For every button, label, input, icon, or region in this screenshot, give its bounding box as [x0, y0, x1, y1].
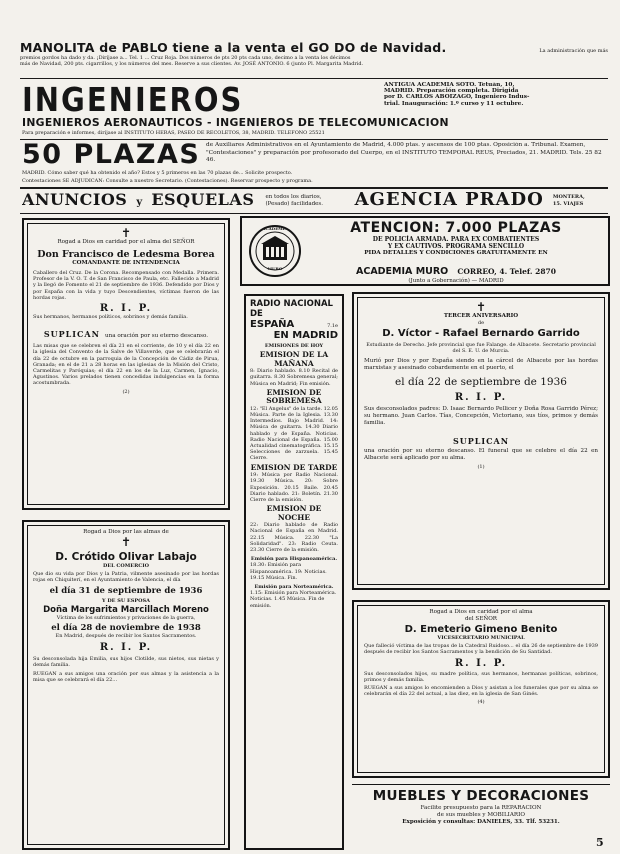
- page-number: 5: [596, 836, 604, 849]
- obit2-body2: Víctima de los sufrimientos y privaciones de la guerra,: [56, 614, 196, 621]
- agency-esquelas: ESQUELAS: [151, 190, 255, 209]
- robit1-footer: (1): [477, 463, 485, 470]
- robit2-intro: Rogad a Dios en caridad por el alma: [429, 609, 533, 615]
- obit2-family: Su desconsolada hija Emilia, sus hijos Clotilde, sus nietos, sus nietas y demás familia.: [33, 656, 219, 669]
- obit2-wife: Y DE SU ESPOSA: [102, 597, 150, 604]
- left-obituary-1: [22, 218, 230, 510]
- obit2-intro: Rogad a Dios por las almas de: [83, 529, 169, 535]
- obit2-name2: Doña Margarita Marcillach Moreno: [43, 604, 209, 615]
- radio-title4: EN MADRID: [273, 330, 338, 341]
- right-obituary-1: [352, 292, 610, 590]
- obit1-rip: R. I. P.: [99, 303, 153, 315]
- obit2-body3: En Madrid, después de recibir los Santos Sacramentos.: [55, 633, 197, 640]
- furniture-line2: de sus muebles y MOBILIARIO: [437, 812, 525, 818]
- robit1-rip: R. I. P.: [454, 391, 508, 403]
- obit1-ask-b: una oración por su eterno descanso.: [105, 333, 209, 340]
- radio-title3: ESPAÑA: [250, 319, 295, 330]
- furniture-line3: Exposición y consultas: DANIELES, 33. Tlf. 53231.: [402, 819, 560, 825]
- radio-schedule: [244, 294, 344, 850]
- robit2-footer: (4): [477, 699, 485, 706]
- robit2-intro2: del SEÑOR: [464, 616, 498, 622]
- recruit-academy: ACADEMIA MURO: [356, 266, 449, 277]
- robit1-body: Estudiante de Derecho. Jefe provincial que fue Falange. de Albacete. Secretario provincial del S. E. U. de Murcia.: [366, 342, 596, 355]
- obit2-date2: el día 28 de noviembre de 1938: [51, 623, 201, 634]
- robit1-ask-a: SUPLICAN: [452, 435, 510, 446]
- recruit-contact2: (Junto a Gobernación) — MADRID: [408, 278, 504, 284]
- agency-name: AGENCIA PRADO: [354, 189, 544, 210]
- robit1-name: D. Víctor - Rafael Bernardo Garrido: [382, 328, 580, 340]
- top-ad: [20, 40, 608, 80]
- radio-extra1b: 18.30: Emisión para Hispanoamérica. 19: Noticias. 19.15 Música. Fin.: [250, 562, 327, 581]
- obit2-rip: R. I. P.: [99, 642, 153, 654]
- robit2-family: Sus desconsolados hijos, su madre política, sus hermanos, hermanas políticas, sobrinos, primos y demás familia.: [364, 670, 598, 683]
- right-obituary-2: [352, 600, 610, 778]
- robit2-name: D. Emeterio Gimeno Benito: [404, 624, 558, 635]
- agency-right: MONTERA, 15. VIAJES: [552, 194, 585, 207]
- cross-icon: ✝: [475, 300, 487, 314]
- academy-note: Para preparación e informes, diríjase al INSTITUTO HERAS, PASEO DE RECOLETOS, 38, MADRID. TELEFONO 25521: [22, 130, 325, 136]
- radio-emissions: EMISIONES DE HOY: [264, 343, 324, 349]
- furniture-ad: [352, 784, 610, 840]
- obit1-footer: (2): [122, 388, 130, 395]
- plazas-text2: MADRID. Cómo saber qué ha obtenido el año? Estos y 5 primeros en las 70 plazas de... Solicite prospecto.: [22, 170, 293, 176]
- robit2-ask: RUEGAN a sus amigos lo encomienden a Dios y asistan a los funerales que por su alma se celebrarán el día 22 del actual, a las diez, en la iglesia de San Ginés.: [364, 685, 598, 698]
- top-ad-line2: premios gordos ha dado y da. ¡Diríjase a... Tel. 1 ... Cruz Roja. Dos números de pts 20 pts cada uno, decimo a la venta los décimos: [20, 55, 351, 61]
- robit2-sub: VICESECRETARIO MUNICIPAL: [437, 635, 525, 641]
- academy-subtitle: INGENIEROS AERONAUTICOS - INGENIEROS DE TELECOMUNICACION: [22, 116, 449, 129]
- robit1-family: Sus desconsolados padres: D. Isaac Bernardo Pellicer y Doña Rosa Garrido Pérez; su hermano. Juan Carlos. Tías, Concepción, Victoriano, sus tíos, primos y demás familia.: [364, 405, 598, 426]
- logo-top: ACADEMIA: [262, 226, 288, 231]
- plazas-text3: Contestaciones SE ADJUDICAN: Consulte a nuestro Secretario. (Contestaciones). Reservar prospecto y programa.: [22, 178, 313, 184]
- recruit-line2: Y EX CAUTIVOS. PROGRAMA SENCILLO: [387, 243, 525, 250]
- radio-freq: 7.1e: [327, 323, 338, 329]
- recruit-headline: ATENCION: 7.000 PLAZAS: [350, 220, 562, 236]
- robit1-date: el día 22 de septiembre de 1936: [395, 375, 567, 388]
- radio-extra2b: 1.15: Emisión para Norteamérica. Noticias. 1.45 Música. Fin de emisión.: [250, 590, 337, 609]
- top-ad-line3: más de Navidad, 200 pts. cigarrillos, y los números del mes. Reserve a sus clientes. Av. JOSÉ ANTONIO. 6 (junto Pl. Margarita Madrid.: [20, 61, 364, 68]
- obit1-masses: Las misas que se celebren el día 21 en el corriente, de 10 y el día 22 en la iglesia del Convento de la Salve de Villaverde, que se celebrarán el día 22 de octubre en la parroquia de la Concepción de Cádiz de Pirua, Granada; en el de 21 a 28 horas en las iglesias de la Misión del Cristo, Carmelitas y Paróquias; el día 22 en los de la Luz, Carmen, Ignacio, Agustinos. Varios prelados tienen concedidas indulgencias en la forma acostumbrada.: [33, 343, 219, 387]
- logo-bottom: MURO: [267, 266, 283, 271]
- plazas-headline: 50 PLAZAS: [22, 140, 201, 170]
- robit2-body: Que falleció víctima de las tropas de la Catedral Ruidoso... el día 26 de septiembre de 1939 después de recibir los Santos Sacramentos y la bendición de Su Santidad.: [364, 643, 598, 656]
- obit1-family: Sus hermanos, hermanos políticos, sobrinos y demás familia.: [33, 314, 188, 321]
- recruit-ad: [240, 216, 610, 286]
- furniture-title: MUEBLES Y DECORACIONES: [372, 788, 590, 804]
- obit2-sub1: DEL COMERCIO: [103, 563, 149, 569]
- radio-extra1: Emisión para Hispanoamérica.: [250, 556, 338, 563]
- radio-extra2: Emisión para Norteamérica.: [254, 583, 334, 590]
- robit1-body2: Murió por Dios y por España siendo en la cárcel de Albacete por las hordas marxistas y asesinado cobardemente en el puerto, el: [364, 357, 598, 371]
- top-ad-right: La administración que más: [539, 48, 608, 54]
- obit2-body1: Que dio su vida por Dios y la Patria, vilmente asesinado por las hordas rojas en Chiquiterí, en el Ayuntamiento de Valencia, el día: [33, 571, 219, 584]
- radio-section: EMISION DE LA MAÑANA 8: Diario hablado. 8.10 Recital de guitarra. 8.30 Sobremesa general; Música en Madrid; Fin emisión.: [250, 350, 338, 387]
- agency-mid: en todos los diarios, (Pesado) facilidades.: [265, 194, 323, 207]
- obit1-body: Caballero del Cruz. De la Corona. Recompensado con Medalla. Primera. Profesor de la V. O. T. de San Francisco de Paula, etc. Fallecido a Madrid y la llegó de Fomento el 21 de septiembre de 1936. Defendido por Dios y por España con la vida y tuyo Descendientes, víctimas fueron de las hordas rojas.: [33, 270, 219, 301]
- robit2-rip: R. I. P.: [454, 657, 508, 669]
- furniture-line1: Facilite presupuesto para la REPARACION: [420, 805, 542, 811]
- radio-title1: RADIO NACIONAL: [250, 299, 333, 309]
- obit1-intro: Rogad a Dios en caridad por el alma del SEÑOR: [57, 239, 195, 245]
- obit2-date1: el día 31 de septiembre de 1936: [49, 585, 203, 596]
- obit1-ask-a: SUPLICAN: [43, 329, 100, 340]
- recruit-line3: PIDA DETALLES Y CONDICIONES GRATUITAMENTE EN: [364, 250, 548, 256]
- obit2-ask: RUEGAN a sus amigos una oración por sus almas y la asistencia a la misa que se celebrará el día 22...: [33, 670, 219, 683]
- cross-icon: ✝: [120, 535, 132, 549]
- robit1-anniv: TERCER ANIVERSARIO: [443, 313, 519, 319]
- radio-title2: DE: [250, 309, 263, 319]
- radio-section: EMISION DE SOBREMESA 12: "El Angelus" de la tarde. 12.05 Música. Parte de la Iglesia. 13.30 Intermedios. Bajo Madrid. 14: Música de guitarra. 14.30 Diario hablado y de España. Noticias. Radio Nacional de España. 15.00 Actualidad cinematográfica. 15.15 Selecciones de zarzuela. 15.45 Cierre.: [250, 387, 338, 462]
- robit1-intro: de: [477, 320, 485, 326]
- radio-section: EMISION DE NOCHE 22: Diario hablado de Radio Nacional de España en Madrid. 22.15 Música. 22.30 "La Solidaridad". 23: Radio Ceuta. 23.30 Cierre de la emisión.: [250, 504, 338, 553]
- top-ad-headline: MANOLITA de PABLO tiene a la venta el GO DO de Navidad.: [20, 40, 447, 55]
- obit1-rank: COMANDANTE DE INTENDENCIA: [72, 260, 180, 266]
- academy-info: ANTIGUA ACADEMIA SOTO. Tetuán, 10, MADRID. Preparación completa. Dirigida por D. CARLOS ABOIZAGO, Ingeniero Indus- trial. Inauguración: 1.º curso y 11 octubre.: [384, 82, 530, 107]
- plazas-text: de Auxiliares Administrativos en el Ayuntamiento de Madrid, 4.000 ptas. y ascensos de 100 ptas. Oposición a. Tribunal. Examen, "Contestaciones" y preparación por profesorado del Cuerpo, en el INSTITUTO TEMPORAL REUS, Preciados, 21. MADRID. Tels. 25 82 46.: [206, 142, 602, 164]
- agency-bar: [22, 189, 610, 213]
- obit2-name1: D. Crótido Olivar Labajo: [55, 551, 197, 563]
- agency-anuncios: ANUNCIOS: [22, 190, 128, 209]
- radio-section: EMISION DE TARDE 19: Música por Radio Nacional. 19.30 Música. 20: Sobre Exposición. 20.15 Baile. 20.45 Diario hablado. 21: Boletín. 21.30 Cierre de la emisión.: [250, 462, 338, 503]
- robit1-ask-b: una oración por su eterno descanso. El funeral que se celebre el día 22 en Albacete será aplicado por su alma.: [364, 447, 598, 461]
- recruit-line1: DE POLICÍA ARMADA. PARA EX COMBATIENTES: [372, 236, 540, 243]
- obit1-name: Don Francisco de Ledesma Borea: [37, 249, 215, 260]
- cross-icon: ✝: [120, 226, 132, 240]
- left-obituary-2: [22, 520, 230, 850]
- agency-y: y: [136, 197, 143, 208]
- recruit-contact: CORREO, 4. Telef. 2870: [457, 267, 556, 276]
- academy-title: INGENIEROS: [22, 80, 244, 116]
